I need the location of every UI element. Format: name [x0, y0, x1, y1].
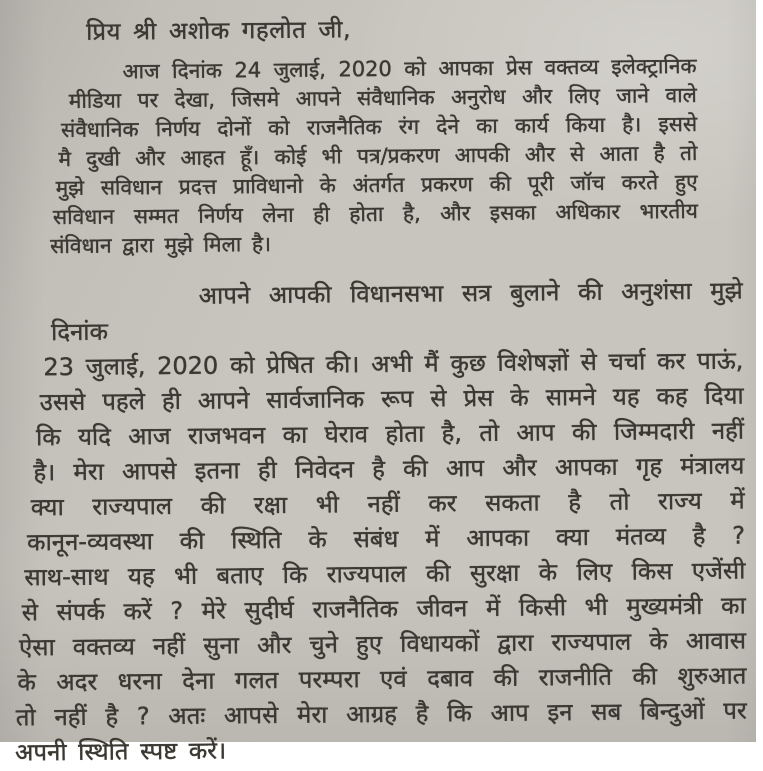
letter-line: मीडिया पर देखा, जिसमे आपने संवैधानिक अनुरोध और लिए जाने वाले — [68, 82, 697, 113]
letter-line: तो नहीं है ? अतः आपसे मेरा आग्रह है कि आप इन सब बिन्दुओं पर — [15, 696, 747, 732]
letter-line: आपने आपकी विधानसभा सत्र बुलाने की अनुशंसा मुझे दिनांक — [50, 276, 743, 347]
paragraph-1 — [48, 52, 698, 261]
letter-line: क्या राज्यपाल की रक्षा भी नहीं कर सकता है तो राज्य में — [30, 486, 745, 522]
letter-line: ऐसा वक्तव्य नहीं सुना और चुने हुए विधायकों द्वारा राज्यपाल के आवास — [18, 626, 747, 662]
letter-line: के अदर धरना देना गलत परम्परा एवं दबाव की राजनीति की शुरुआत — [17, 661, 747, 697]
letter-line: साथ-साथ यह भी बताए कि राज्यपाल की सुरक्षा के लिए किस एजेंसी — [24, 556, 746, 592]
letter-line: है। मेरा आपसे इतना ही निवेदन है की आप और आपका गृह मंत्रालय — [33, 451, 745, 487]
letter-line: अपनी स्थिति स्पष्ट करें। — [14, 736, 227, 767]
letter-line: उससे पहले ही आपने सार्वजानिक रूप से प्रेस के सामने यह कह दिया — [39, 381, 744, 417]
letter-line: सविधान सम्मत निर्णय लेना ही होता है, और इसका अधिकार भारतीय — [52, 198, 699, 230]
letter-line: संवैधानिक निर्णय दोनों को राजनैतिक रंग देने का कार्य किया है। इससे — [61, 111, 698, 143]
salutation: प्रिय श्री अशोक गहलोत जी, — [86, 15, 352, 46]
letter-line: मुझे सविधान प्रदत्त प्राविधानो के अंतर्गत प्रकरण की पूरी जॉच करते हुए — [55, 169, 698, 201]
letter-line: 23 जुलाई, 2020 को प्रेषित की। अभी मैं कुछ विशेषज्ञों से चर्चा कर पाऊं, — [43, 346, 744, 382]
letter-line: संविधान द्वारा मुझे मिला है। — [50, 232, 272, 259]
letter-line: कानून-व्यवस्था की स्थिति के संबंध में आपका क्या मंतव्य है ? — [26, 521, 746, 557]
paragraph-2 — [11, 274, 748, 771]
letter-body — [0, 8, 763, 770]
letter-line: मै दुखी और आहत हूँ। कोई भी पत्र/प्रकरण आपकी और से आता है तो — [58, 140, 698, 172]
letter-line: आज दिनांक 24 जुलाई, 2020 को आपका प्रेस वक्तव्य इलेक्ट्रानिक — [122, 53, 697, 84]
letter-line: कि यदि आज राजभवन का घेराव होता है, तो आप की जिम्मदारी नहीं — [35, 416, 745, 452]
letter-line: से संपर्क करें ? मेरे सुदीर्घ राजनैतिक जीवन में किसी भी मुख्यमंत्री का — [21, 591, 746, 627]
